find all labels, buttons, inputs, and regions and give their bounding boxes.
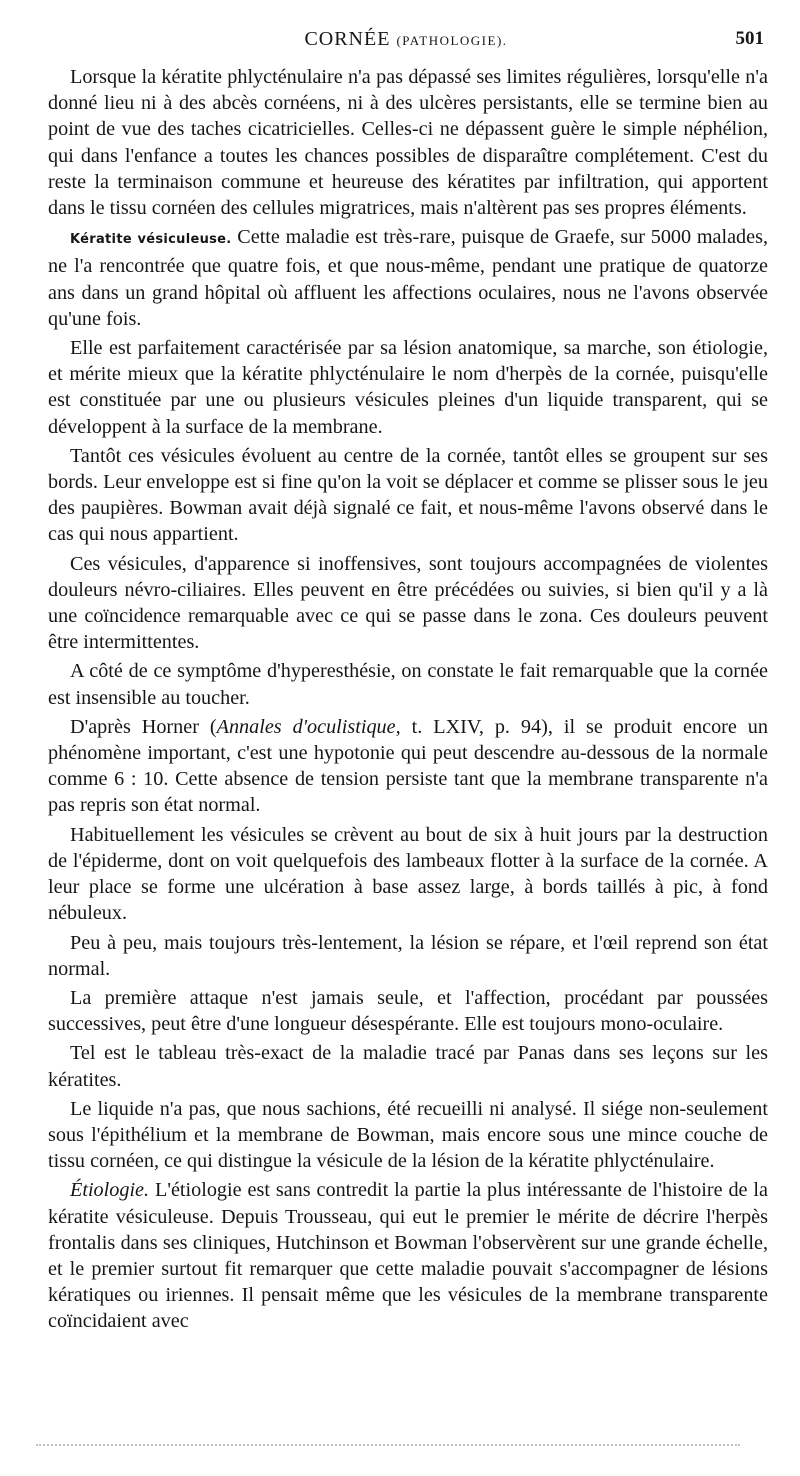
paragraph-9: Peu à peu, mais toujours très-lentement, la lésion se répare, et l'œil reprend son état normal. bbox=[48, 931, 768, 980]
paragraph-2 bbox=[48, 224, 768, 332]
section-heading-keratite-vesiculeuse: Kératite vésiculeuse. bbox=[70, 232, 232, 248]
paragraph-6: A côté de ce symptôme d'hyperesthésie, on constate le fait remarquable que la cornée est insensible au toucher. bbox=[48, 660, 768, 709]
paragraph-8: Habituellement les vésicules se crèvent au bout de six à huit jours par la destruction de l'épiderme, dont on voit quelquefois des lambeaux flotter à la surface de la cornée. A leur place se forme une ulcération à base assez large, à bords taillés à pic, à fond nébuleux. bbox=[48, 823, 768, 925]
paragraph-12: Le liquide n'a pas, que nous sachions, été recueilli ni analysé. Il siége non-seulement sous l'épithélium et la membrane de Bowman, mais encore sous une mince couche de tissu cornéen, ce qui distingue la vésicule de la lésion de la kératite phlycténulaire. bbox=[48, 1097, 768, 1173]
section-heading-etiologie: Étiologie. bbox=[70, 1179, 150, 1202]
journal-title: Annales d'oculistique, bbox=[216, 715, 401, 738]
running-title bbox=[48, 28, 764, 51]
paragraph-1: Lorsque la kératite phlycténulaire n'a pas dépassé ses limites régulières, lorsqu'elle n'a donné lieu ni à des abcès cornéens, ni à des ulcères persistants, elle se termine bien au point de vue des taches cicatricielles. Celles-ci ne dépassent guère le simple néphélion, qui dans l'enfance a toutes les chances possibles de disparaître complétement. C'est du reste la terminaison commune et heureuse des kératites par infiltration, qui apportent dans le tissu cornéen des cellules migratrices, mais n'altèrent pas ses propres éléments. bbox=[48, 66, 768, 220]
running-title-section: (PATHOLOGIE). bbox=[396, 33, 508, 48]
paragraph-10: La première attaque n'est jamais seule, et l'affection, procédant par poussées successives, peut être d'une longueur désespérante. Elle est toujours mono-oculaire. bbox=[48, 986, 768, 1036]
paragraph-7-before: D'après Horner ( bbox=[70, 715, 217, 738]
footer-scan-artifact bbox=[36, 1440, 740, 1446]
paragraph-3: Elle est parfaitement caractérisée par sa lésion anatomique, sa marche, son étiologie, et mérite mieux que la kératite phlycténulaire le nom d'herpès de la cornée, puisqu'elle est constituée par une ou plusieurs vésicules pleines d'un liquide transparent, qui se développent à la surface de la membrane. bbox=[48, 337, 768, 438]
paragraph-13-text: L'étiologie est sans contredit la partie la plus intéressante de l'histoire de la kératite vésiculeuse. Depuis Trousseau, qui eut le premier le mérite de décrire l'herpès frontalis dans ses cliniques, Hutchinson et Bowman l'observèrent sur une grande échelle, et le premier surtout fit remarquer que cette maladie pouvait s'accompagner de lésions kératiques ou iriennes. Il pensait même que les vésicules de la membrane transparente coïncidaient avec bbox=[48, 1179, 769, 1333]
paragraph-7-after: t. LXIV, p. 94), il se produit encore un phénomène important, c'est une hypotonie qui peut descendre au-dessous de la normale comme 6 : 10. Cette absence de tension persiste tant que la membrane transparente n'a pas repris son état normal. bbox=[48, 715, 768, 817]
paragraph-2-text: Cette maladie est très-rare, puisque de Graefe, sur 5000 malades, ne l'a rencontrée que quatre fois, et que nous-même, pendant une pratique de quatorze ans dans un grand hôpital où affluent les affections oculaires, nous ne l'avons observée qu'une fois. bbox=[48, 226, 769, 330]
paragraph-11: Tel est le tableau très-exact de la maladie tracé par Panas dans ses leçons sur les kératites. bbox=[48, 1042, 768, 1091]
paragraph-5: Ces vésicules, d'apparence si inoffensives, sont toujours accompagnées de violentes douleurs névro-ciliaires. Elles peuvent en être précédées ou suivies, si bien qu'il y a là une coïncidence remarquable avec ce qui se passe dans le zona. Ces douleurs peuvent être intermittentes. bbox=[48, 552, 768, 654]
page-number: 501 bbox=[735, 28, 764, 49]
page-header bbox=[48, 28, 764, 58]
paragraph-7 bbox=[48, 714, 768, 819]
body-text bbox=[48, 64, 768, 1338]
running-title-main: CORNÉE bbox=[304, 28, 391, 50]
paragraph-13 bbox=[48, 1177, 768, 1334]
paragraph-4: Tantôt ces vésicules évoluent au centre de la cornée, tantôt elles se groupent sur ses bords. Leur enveloppe est si fine qu'on la voit se déplacer et comme se plisser sous le jeu des paupières. Bowman avait déjà signalé ce fait, et nous-même l'avons observé dans le cas qui nous appartient. bbox=[48, 444, 768, 546]
